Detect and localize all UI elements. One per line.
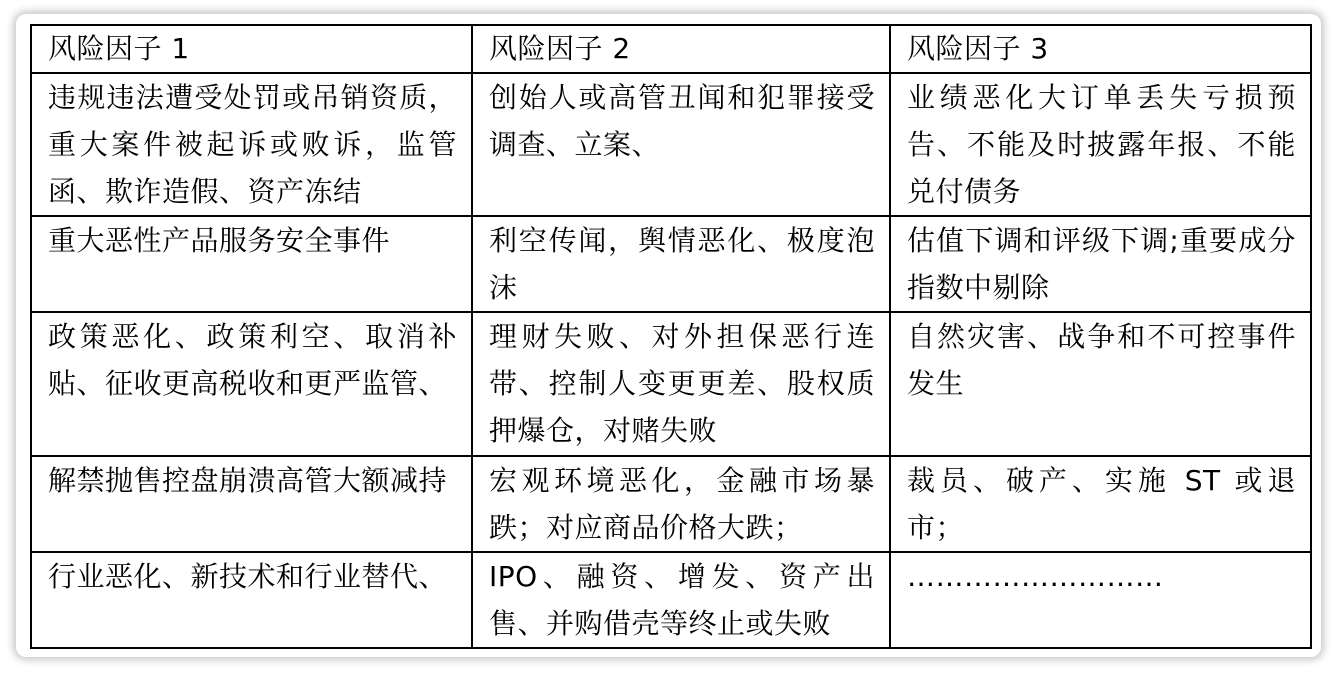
- table-row: [31, 216, 1311, 312]
- table-cell: ………………………: [890, 552, 1311, 648]
- table-cell: 重大恶性产品服务安全事件: [31, 216, 472, 312]
- table-row: [31, 456, 1311, 552]
- table-cell: 理财失败、对外担保恶行连带、控制人变更更差、股权质押爆仓，对赌失败: [472, 312, 890, 456]
- table-cell: 创始人或高管丑闻和犯罪接受调查、立案、: [472, 73, 890, 216]
- table-cell: 宏观环境恶化，金融市场暴跌；对应商品价格大跌；: [472, 456, 890, 552]
- table-cell: 自然灾害、战争和不可控事件发生: [890, 312, 1311, 456]
- table-header-row: [31, 25, 1311, 73]
- table-cell: 解禁抛售控盘崩溃高管大额减持: [31, 456, 472, 552]
- table-cell: 政策恶化、政策利空、取消补贴、征收更高税收和更严监管、: [31, 312, 472, 456]
- table-row: [31, 73, 1311, 216]
- table-cell: 行业恶化、新技术和行业替代、: [31, 552, 472, 648]
- column-header-risk-factor-1: 风险因子 1: [31, 25, 472, 73]
- table-cell: 估值下调和评级下调;重要成分指数中剔除: [890, 216, 1311, 312]
- table-row: [31, 312, 1311, 456]
- table-cell: 裁员、破产、实施 ST 或退市；: [890, 456, 1311, 552]
- table-cell: 利空传闻，舆情恶化、极度泡沫: [472, 216, 890, 312]
- column-header-risk-factor-3: 风险因子 3: [890, 25, 1311, 73]
- table-cell: 违规违法遭受处罚或吊销资质，重大案件被起诉或败诉，监管函、欺诈造假、资产冻结: [31, 73, 472, 216]
- risk-factor-table: [30, 24, 1312, 649]
- table-cell: IPO、融资、增发、资产出售、并购借壳等终止或失败: [472, 552, 890, 648]
- table-cell: 业绩恶化大订单丢失亏损预告、不能及时披露年报、不能兑付债务: [890, 73, 1311, 216]
- column-header-risk-factor-2: 风险因子 2: [472, 25, 890, 73]
- table-row: [31, 552, 1311, 648]
